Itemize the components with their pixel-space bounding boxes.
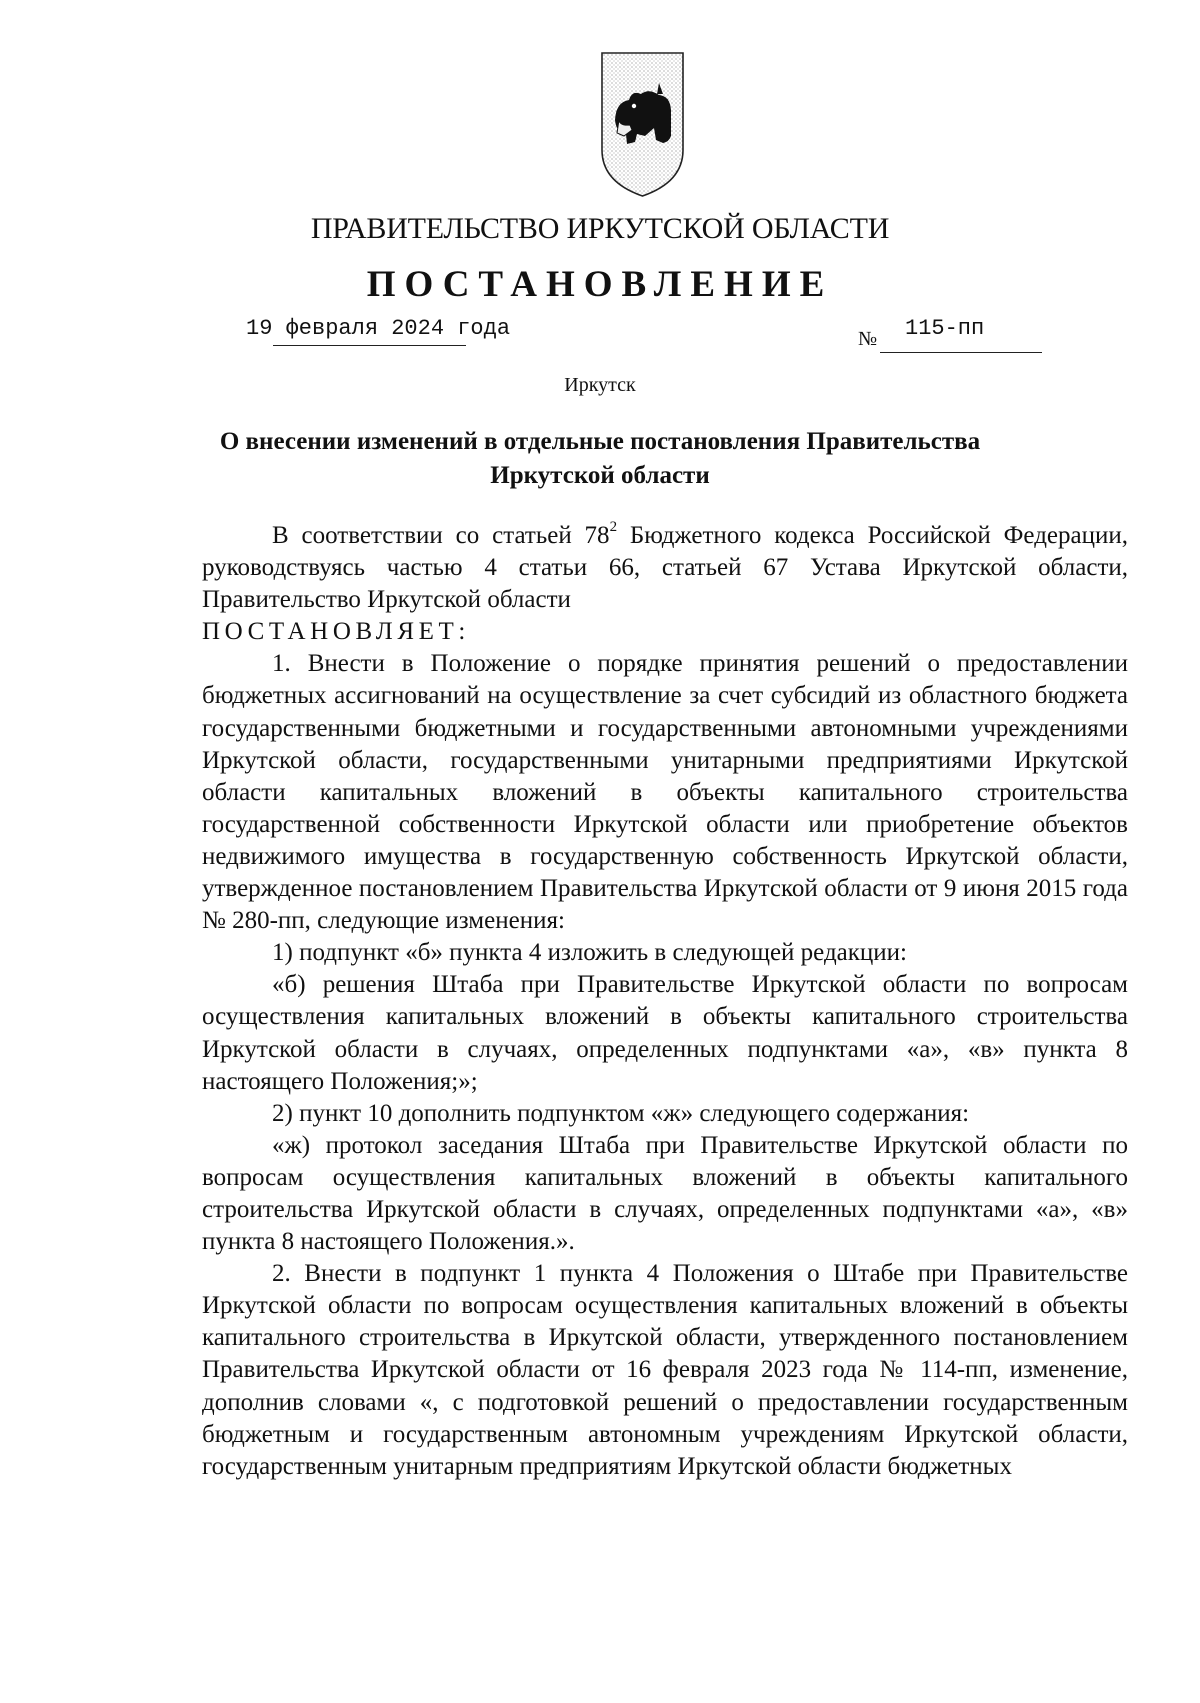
preamble-superscript: 2 [609, 518, 618, 535]
number-underline [880, 352, 1042, 353]
preamble-text-a: В соответствии со статьей 78 [272, 522, 610, 549]
item-2-paragraph: 2. Внести в подпункт 1 пункта 4 Положения о Штабе при Правительстве Иркутской области по вопросам осуществления капитальных вложений в объекты капитального строительства в Иркутской области, утвержденного постановлением Правительства Иркутской области от 16 февраля 2023 года № 114-пп, изменение, дополнив словами «, с подготовкой решений о предоставлении государственным бюджетным и государственным автономным учреждениям Иркутской области, государственным унитарным предприятиям Иркутской области бюджетных [202, 1260, 1128, 1480]
item-1-subpoint-1-text: «б) решения Штаба при Правительстве Иркутской области по вопросам осуществления капитальных вложений в объекты капитального строительства Иркутской области в случаях, определенных подпунктами «а», «в» пункта 8 настоящего Положения;»; [202, 971, 1128, 1095]
city: Иркутск [564, 374, 636, 396]
document-type: ПОСТАНОВЛЕНИЕ [366, 264, 834, 305]
preamble-text-b: Бюджетного кодекса Российской Федерации, руководствуясь частью 4 статьи 66, статьей 67 Устава Иркутской области, Правительство Иркутской области [202, 522, 1128, 614]
coat-of-arms-icon [599, 50, 686, 198]
document-title: О внесении изменений в отдельные постановления Правительства Иркутской области [219, 428, 981, 489]
item-1-subpoint-2: 2) пункт 10 дополнить подпунктом «ж» следующего содержания: [272, 1099, 970, 1127]
item-1-subpoint-2-text: «ж) протокол заседания Штаба при Правительстве Иркутской области по вопросам осуществления капитальных вложений в объекты капитального строительства Иркутской области в случаях, определенных подпунктами «а», «в» пункта 8 настоящего Положения.». [202, 1131, 1128, 1256]
document-number: 115-пп [905, 316, 985, 341]
document-date: 19 февраля 2024 года [246, 316, 511, 341]
government-name: ПРАВИТЕЛЬСТВО ИРКУТСКОЙ ОБЛАСТИ [310, 212, 890, 245]
document-body [202, 520, 1128, 1483]
number-sign: № [858, 328, 878, 350]
preamble-paragraph [202, 520, 1128, 616]
item-1-subpoint-1: 1) подпункт «б» пункта 4 изложить в следующей редакции: [272, 939, 907, 967]
decree-word: ПОСТАНОВЛЯЕТ: [202, 618, 470, 646]
item-1-paragraph: 1. Внести в Положение о порядке принятия решений о предоставлении бюджетных ассигнований на осуществление за счет субсидий из областного бюджета государственными бюджетными и государственными автономными учреждениями Иркутской области, государственными унитарными предприятиями Иркутской области капитальных вложений в объекты капитального строительства государственной собственности Иркутской области или приобретение объектов недвижимого имущества в государственную собственность Иркутской области, утвержденное постановлением Правительства Иркутской области от 9 июня 2015 года № 280-пп, следующие изменения: [202, 650, 1128, 935]
date-underline [273, 345, 466, 346]
